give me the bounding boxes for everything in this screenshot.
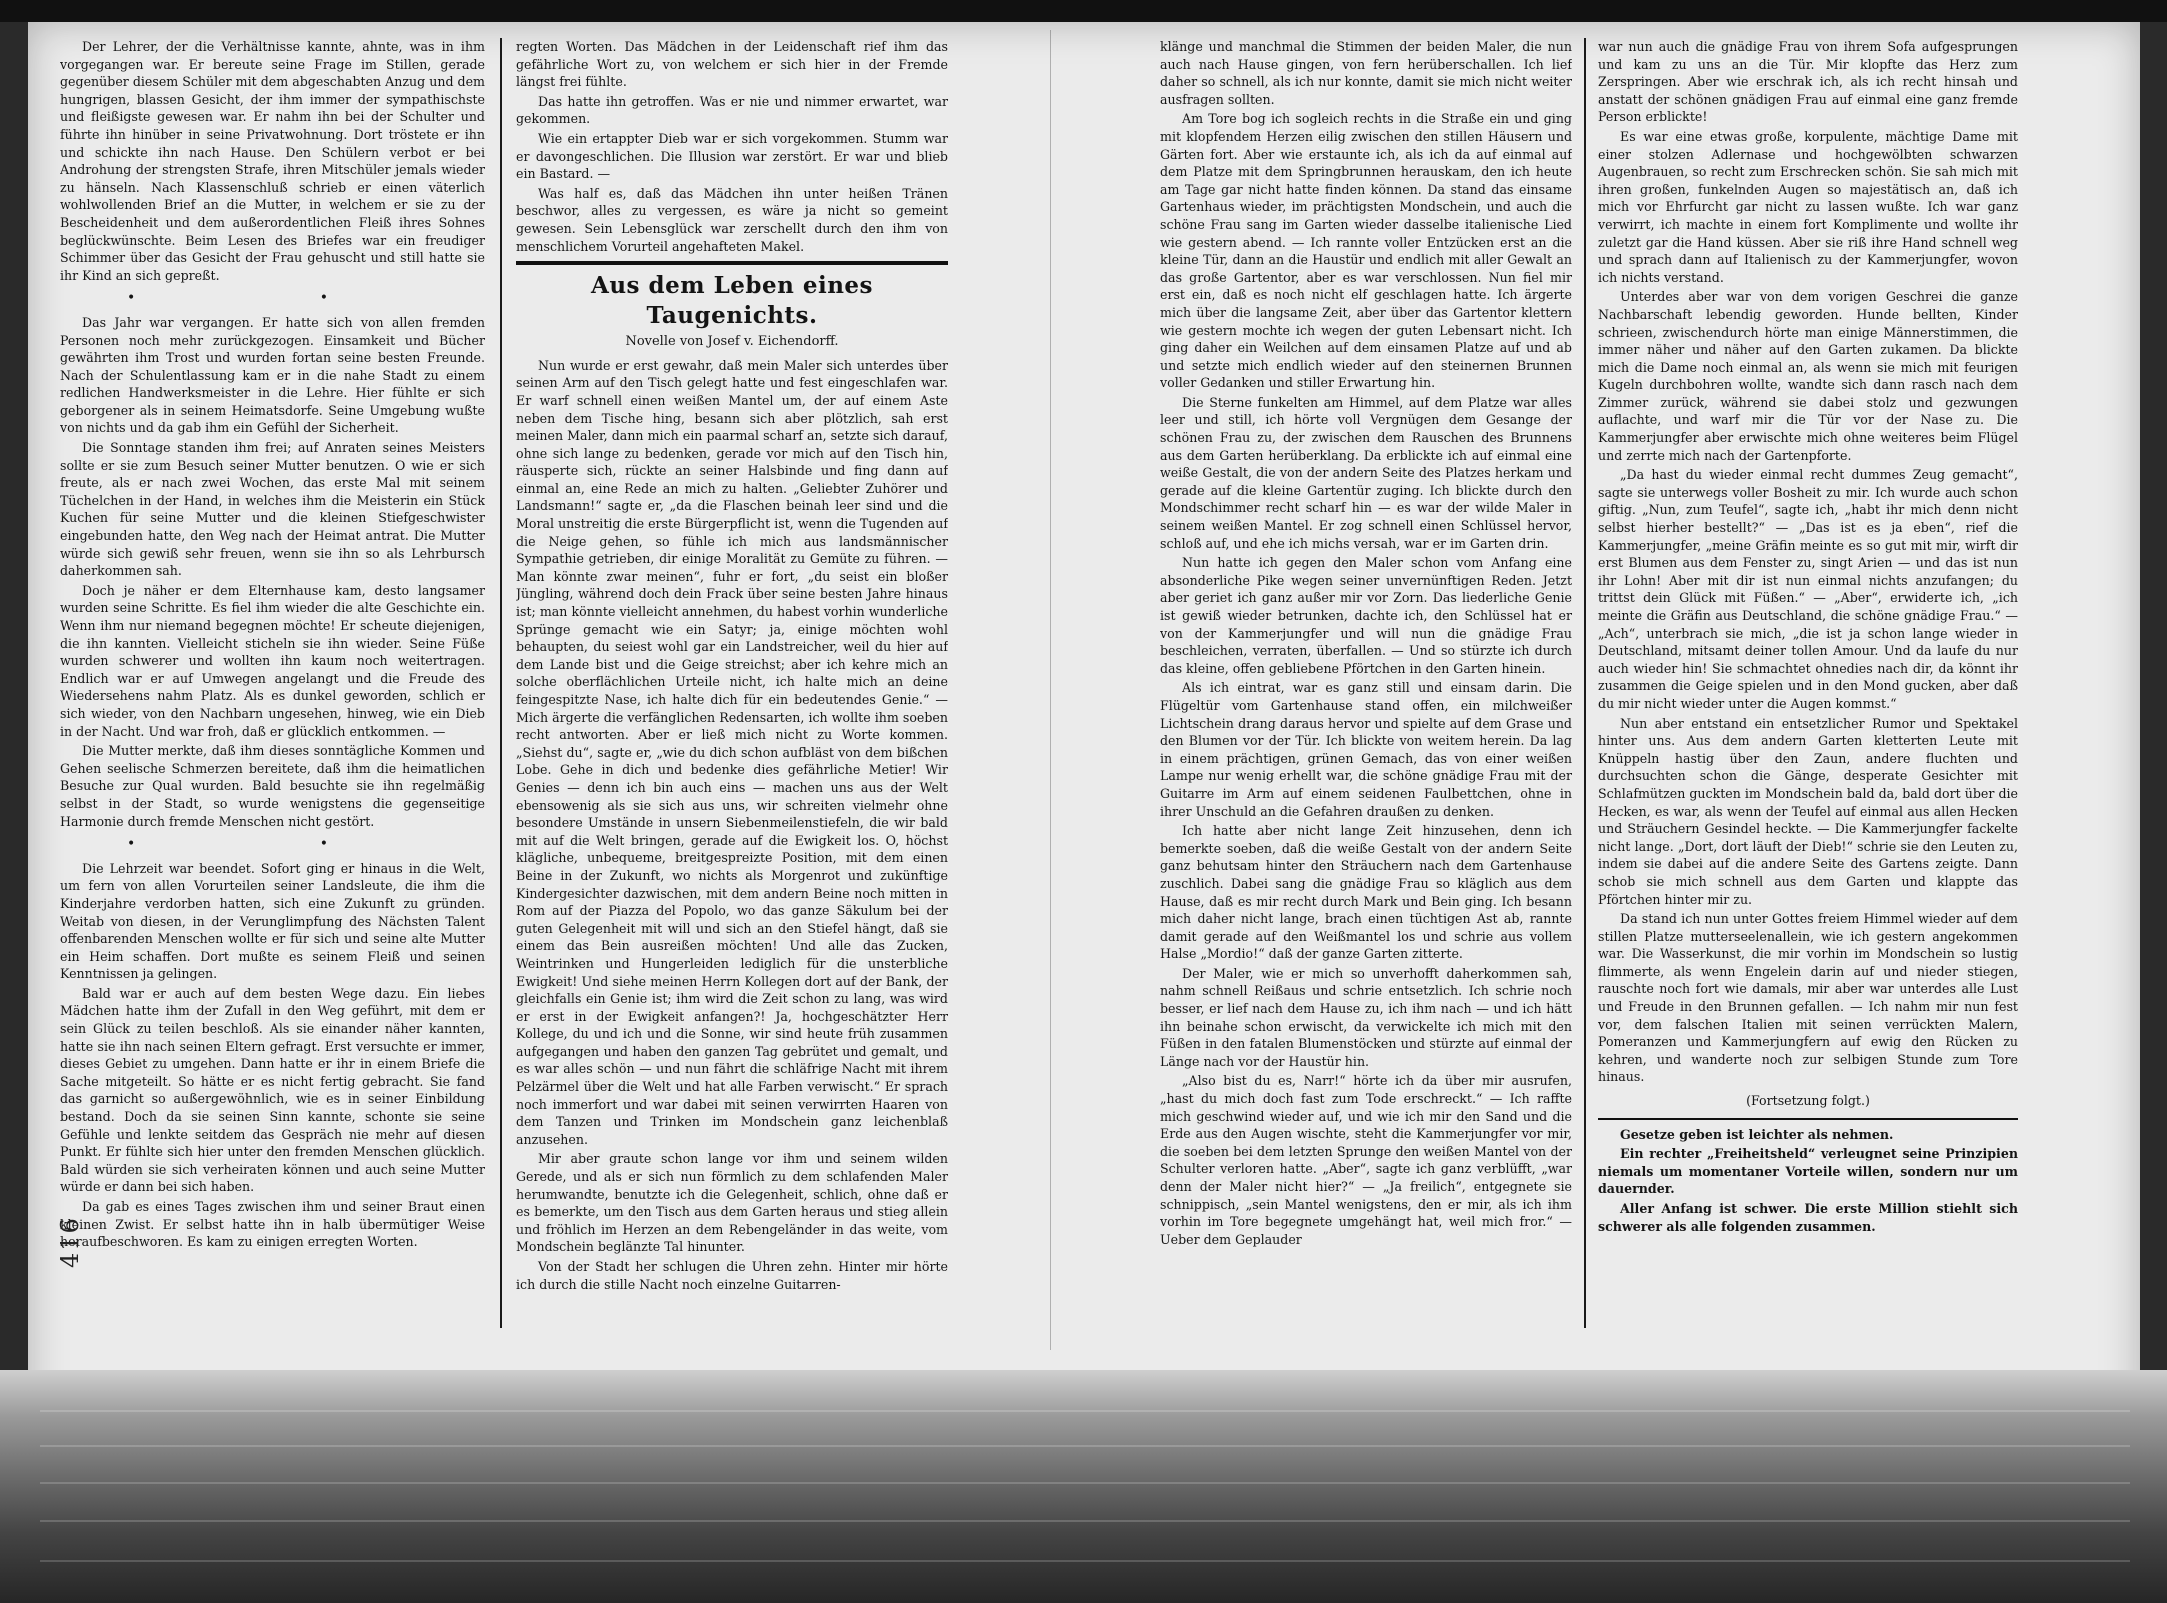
paragraph: Wie ein ertappter Dieb war er sich vorgekommen. Stumm war er davongeschlichen. Die Illusion war zerstört. Er war und blieb ein Bastard. — [516, 130, 948, 182]
heading-rule [1598, 1118, 2018, 1120]
section-separator: • • [127, 836, 418, 853]
paragraph: Das Jahr war vergangen. Er hatte sich von allen fremden Personen noch mehr zurückgezogen. Einsamkeit und Bücher gewährten ihm Trost und wurden fortan seine besten Freunde. Nach der Schulentlassung kam er in die nahe Stadt zu einem redlichen Handwerksmeister in die Lehre. Hier fühlte er sich geborgener als in seinem Heimatsdorfe. Seine Umgebung wußte von nichts und da gab ihm ein Gefühl der Sicherheit. [60, 314, 485, 436]
paragraph: Der Maler, wie er mich so unverhofft daherkommen sah, nahm schnell Reißaus und schrie entsetzlich. Ich schrie noch besser, er lief nach dem Hause zu, ich ihm nach — und ich hätt ihn beinahe schon erwischt, da verwickelte ich mich mit den Füßen in den fatalen Blumenstöcken und stürzte auf einmal der Länge nach vor der Haustür hin. [1160, 965, 1572, 1069]
paragraph: Als ich eintrat, war es ganz still und einsam darin. Die Flügeltür vom Gartenhause stand offen, ein milchweißer Lichtschein drang daraus hervor und spielte auf dem Grase und den Blumen vor der Tür. Ich blickte von weitem herein. Da lag in einem prächtigen, grünen Gemach, das von einer weißen Lampe nur wenig erhellt war, die schöne gnädige Frau mit der Guitarre im Arm auf einem seidenen Faulbettchen, ohne in ihrer Unschuld an die Gefahren draußen zu denken. [1160, 680, 1572, 819]
column-4 [1598, 38, 2018, 1338]
paragraph: Doch je näher er dem Elternhause kam, desto langsamer wurden seine Schritte. Es fiel ihm wieder die alte Geschichte ein. Wenn ihm nur niemand begegnen möchte! Er scheute diejenigen, die ihn kannten. Vielleicht sticheln sie ihn wieder. Seine Füße wurden schwerer und wollten ihn kaum noch weitertragen. Endlich war er auf Umwegen angelangt und die Freude des Wiedersehens nahm Platz. Als es dunkel geworden, schlich er sich wieder, von den Nachbarn ungesehen, hinweg, wie ein Dieb in der Nacht. Und war froh, daß er glücklich entkommen. — [60, 582, 485, 739]
scan-stripe [40, 1520, 2130, 1522]
scan-stripe [40, 1560, 2130, 1562]
scanner-bed [0, 1370, 2167, 1603]
paragraph: Mir aber graute schon lange vor ihm und seinem wilden Gerede, und als er sich nun förmlich zu dem schlafenden Maler herumwandte, benutzte ich die Gelegenheit, schlich, ohne daß er es bemerkte, um den Tisch aus dem Garten heraus und stieg allein und fröhlich im Herzen an dem Rebengeländer in das weite, vom Mondschein beglänzte Tal hinunter. [516, 1151, 948, 1255]
paragraph: „Also bist du es, Narr!“ hörte ich da über mir ausrufen, „hast du mich doch fast zum Tode erschreckt.“ — Ich raffte mich geschwind wieder auf, und wie ich mir den Sand und die Erde aus den Augen wischte, steht die Kammerjungfer vor mir, die soeben bei dem letzten Sprunge den weißen Mantel von der Schulter verloren hatte. „Aber“, sagte ich ganz verblüfft, „war denn der Maler nicht hier?“ — „Ja freilich“, entgegnete sie schnippisch, „sein Mantel wenigstens, den er mir, als ich ihm vorhin im Tore begegnete umgehängt hat, weil mich fror.“ — Ueber dem Geplauder [1160, 1073, 1572, 1247]
paragraph: „Da hast du wieder einmal recht dummes Zeug gemacht“, sagte sie unterwegs voller Bosheit zu mir. Ich wurde auch schon giftig. „Nun, zum Teufel“, sagte ich, „habt ihr mich denn nicht selbst hierher bestellt?“ — „Das ist es ja eben“, rief die Kammerjungfer, „meine Gräfin meinte es so gut mit mir, wirft dir erst Blumen aus dem Fenster zu, singt Arien — und das ist nun ihr Lohn! Aber mit dir ist nun einmal nichts anzufangen; du trittst dein Glück mit Füßen.“ — „Aber“, erwiderte ich, „ich meinte die Gräfin aus Deutschland, die schöne gnädige Frau.“ — „Ach“, unterbrach sie mich, „die ist ja schon lange wieder in Deutschland, mitsamt deiner tollen Amour. Und da laufe du nur auch wieder hin! Sie schmachtet ohnedies nach dir, da könnt ihr zusammen die Geige spielen und in den Mond gucken, aber daß du mir nicht wieder unter die Augen kommst.“ [1598, 467, 2018, 711]
scan-stripe [40, 1410, 2130, 1412]
paragraph: Nun hatte ich gegen den Maler schon vom Anfang eine absonderliche Pike wegen seiner unvernünftigen Reden. Jetzt aber geriet ich ganz außer mir vor Zorn. Das liederliche Genie ist gewiß wieder betrunken, dachte ich, den Schlüssel hat er von der Kammerjungfer und will nun die gnädige Frau beschleichen, verraten, überfallen. — Und so stürzte ich durch das kleine, offen gebliebene Pförtchen in den Garten hinein. [1160, 555, 1572, 676]
aphorism: Aller Anfang ist schwer. Die erste Million stiehlt sich schwerer als alle folgenden zusammen. [1598, 1201, 2018, 1234]
column-rule [1584, 38, 1586, 1328]
paragraph: Da stand ich nun unter Gottes freiem Himmel wieder auf dem stillen Platze mutterseelenallein, wie ich gestern angekommen war. Die Wasserkunst, die mir vorhin im Mondschein so lustig flimmerte, als wenn Engelein darin auf und nieder stiegen, rauschte noch fort wie damals, mir aber war unterdes alle Lust und Freude in den Brunnen gefallen. — Ich nahm mir nun fest vor, dem falschen Italien mit seinen verrückten Malern, Pomeranzen und Kammerjungfern auf ewig den Rücken zu kehren, und wanderte noch zur selbigen Stunde zum Tore hinaus. [1598, 911, 2018, 1085]
paragraph: klänge und manchmal die Stimmen der beiden Maler, die nun auch nach Hause gingen, von fern herüberschallen. Ich lief daher so schnell, als ich nur konnte, damit sie mich nicht weiter ausfragen sollten. [1160, 39, 1572, 107]
paragraph: Die Lehrzeit war beendet. Sofort ging er hinaus in die Welt, um fern von allen Vorurteilen seiner Landsleute, die ihm die Kinderjahre verdorben hatten, sich eine Zukunft zu gründen. Weitab von diesen, in der Verunglimpfung des Nächsten Talent offenbarenden Menschen wollte er für sich und seine alte Mutter ein Heim schaffen. Dort mußte es seinem Fleiß und seinen Kenntnissen ja gelingen. [60, 860, 485, 982]
paragraph: Die Mutter merkte, daß ihm dieses sonntägliche Kommen und Gehen seelische Schmerzen bereitete, daß ihm die heimatlichen Besuche zur Qual wurden. Bald besuchte sie ihn regelmäßig selbst in der Stadt, so wurde wenigstens die gegenseitige Harmonie durch fremde Menschen nicht gestört. [60, 743, 485, 829]
column-2 [516, 38, 948, 1338]
column-3 [1160, 38, 1572, 1338]
paragraph: Nun wurde er erst gewahr, daß mein Maler sich unterdes über seinen Arm auf den Tisch gelegt hatte und fest eingeschlafen war. Er warf schnell einen weißen Mantel um, der auf einem Aste neben dem Tische hing, besann sich aber plötzlich, sah erst meinen Maler, dann mich ein paarmal scharf an, setzte sich darauf, ohne sich lange zu bedenken, gerade vor mich auf den Tisch hin, räusperte sich, rückte an seiner Halsbinde und fing dann auf einmal an, eine Rede an mich zu halten. „Geliebter Zuhörer und Landsmann!“ sagte er, „da die Flaschen beinah leer sind und die Moral unstreitig die erste Bürgerpflicht ist, wenn die Tugenden auf die Neige gehen, so fühle ich mich aus landsmännischer Sympathie getrieben, dir einige Moralität zu Gemüte zu führen. — Man könnte zwar meinen“, fuhr er fort, „du seist ein bloßer Jüngling, während doch dein Frack über seine besten Jahre hinaus ist; man könnte vielleicht annehmen, du habest vorhin wunderliche Sprünge gemacht wie ein Satyr; ja, einige möchten wohl behaupten, du seiest wohl gar ein Landstreicher, weil du hier auf dem Lande bist und die Geige streichst; aber ich kehre mich an solche oberflächlichen Urteile nicht, ich halte mich an deine feingespitzte Nase, ich halte dich für ein bedeutendes Genie.“ — Mich ärgerte die verfänglichen Redensarten, ich wollte ihm soeben recht antworten. Aber er ließ mich nicht zu Worte kommen. „Siehst du“, sagte er, „wie du dich schon aufbläst von dem bißchen Lobe. Gehe in dich und bedenke dies gefährliche Metier! Wir Genies — denn ich bin auch eins — machen uns aus der Welt ebensowenig als sie sich aus uns, wir schreiten vielmehr ohne besondere Umstände in unsern Siebenmeilenstiefeln, die wir bald mit auf die Welt bringen, gerade auf die Ewigkeit los. O, höchst klägliche, unbequeme, breitgespreizte Position, mit dem einen Beine in der Zukunft, wo nichts als Morgenrot und zukünftige Kindergesichter dazwischen, mit dem andern Beine noch mitten in Rom auf der Piazza del Popolo, wo das ganze Säkulum bei der guten Gelegenheit mit will und sich an den Stiefel hängt, daß sie einem das Bein ausreißen möchten! Und alle das Zucken, Weintrinken und Hungerleiden lediglich für die unsterbliche Ewigkeit! Und siehe meinen Herrn Kollegen dort auf der Bank, der gleichfalls ein Genie ist; ihm wird die Zeit schon zu lang, was wird er erst in der Ewigkeit anfangen?! Ja, hochgeschätzter Herr Kollege, du und ich und die Sonne, wir sind heute früh zusammen aufgegangen und haben den ganzen Tag gebrütet und gemalt, und es war alles schön — und nun fährt die schläfrige Nacht mit ihrem Pelzärmel über die Welt und hat alle Farben verwischt.“ Er sprach noch immerfort und war dabei mit seinen verwirrten Haaren von dem Tanzen und Trinken im Mondschein ganz leichenblaß anzusehen. [516, 357, 948, 1147]
story-title: Aus dem Leben eines Taugenichts. [590, 272, 873, 330]
page-number: 416 [56, 1216, 84, 1268]
paragraph: Ich hatte aber nicht lange Zeit hinzusehen, denn ich bemerkte soeben, daß die weiße Gestalt von der andern Seite ganz behutsam hinter den Sträuchern nach dem Gartenhause zuschlich. Dabei sang die gnädige Frau so kläglich aus dem Hause, daß es mir recht durch Mark und Bein ging. Ich besann mich daher nicht lange, brach einen tüchtigen Ast ab, rannte damit gerade auf den Weißmantel los und schrie aus vollem Halse „Mordio!“ daß der ganze Garten zitterte. [1160, 823, 1572, 962]
paragraph: Nun aber entstand ein entsetzlicher Rumor und Spektakel hinter uns. Aus dem andern Garten kletterten Leute mit Knüppeln hastig über den Zaun, andere fluchten und durchsuchten schon die Gänge, desperate Gesichter mit Schlafmützen guckten im Mondschein bald da, bald dort über die Hecken, es war, als wenn der Teufel auf einmal aus allen Hecken und Sträuchern Gesindel heckte. — Die Kammerjungfer fackelte nicht lange. „Dort, dort läuft der Dieb!“ schrie sie den Leuten zu, indem sie dabei auf die andere Seite des Gartens zeigte. Dann schob sie mich schnell aus dem Garten und klappte das Pförtchen hinter mir zu. [1598, 715, 2018, 907]
paragraph: Von der Stadt her schlugen die Uhren zehn. Hinter mir hörte ich durch die stille Nacht noch einzelne Guitarren- [516, 1259, 948, 1292]
scan-stripe [40, 1445, 2130, 1447]
paragraph: Da gab es eines Tages zwischen ihm und seiner Braut einen kleinen Zwist. Er selbst hatte ihn in halb übermütiger Weise heraufbeschworen. Es kam zu einigen erregten Worten. [60, 1199, 485, 1250]
right-page [1160, 38, 2020, 1338]
paragraph: Es war eine etwas große, korpulente, mächtige Dame mit einer stolzen Adlernase und hochgewölbten schwarzen Augenbrauen, so recht zum Erschrecken schön. Sie sah mich mit ihren großen, funkelnden Augen so majestätisch an, daß ich mich vor Ehrfurcht gar nicht zu lassen wußte. Ich war ganz verwirrt, ich machte in einem fort Komplimente und wollte ihr zuletzt gar die Hand küssen. Aber sie riß ihre Hand schnell weg und sprach dann auf Italienisch zu der Kammerjungfer, wovon ich nichts verstand. [1598, 128, 2018, 285]
column-rule [500, 38, 502, 1328]
story-subtitle: Novelle von Josef v. Eichendorff. [625, 334, 839, 350]
paragraph: Am Tore bog ich sogleich rechts in die Straße ein und ging mit klopfendem Herzen eilig zwischen den stillen Häusern und Gärten fort. Aber wie erstaunte ich, als ich da auf einmal auf dem Platze mit dem Springbrunnen herauskam, den ich heute am Tage gar nicht hatte finden können. Da stand das einsame Gartenhaus wieder, im prächtigsten Mondschein, und auch die schöne Frau sang im Garten wieder dasselbe italienische Lied wie gestern abend. — Ich rannte voller Entzücken erst an die kleine Tür, dann an die Haustür und endlich mit aller Gewalt an das große Gartentor, aber es war verschlossen. Nun fiel mir erst ein, daß es noch nicht elf geschlagen hatte. Ich ärgerte mich über die langsame Zeit, aber über das Gartentor klettern wie gestern mochte ich wegen der guten Lebensart nicht. Ich ging daher ein Weilchen auf dem einsamen Platze auf und ab und setzte mich endlich wieder auf den steinernen Brunnen voller Gedanken und stiller Erwartung hin. [1160, 111, 1572, 391]
paragraph: Das hatte ihn getroffen. Was er nie und nimmer erwartet, war gekommen. [516, 93, 948, 127]
paragraph: regten Worten. Das Mädchen in der Leidenschaft rief ihm das gefährliche Wort zu, von welchem er sich hier in der Fremde längst frei fühlte. [516, 39, 948, 90]
heading-rule [516, 261, 948, 265]
paragraph: Der Lehrer, der die Verhältnisse kannte, ahnte, was in ihm vorgegangen war. Er bereute seine Frage im Stillen, gerade gegenüber diesem Schüler mit dem abgeschabten Anzug und dem hungrigen, blassen Gesicht, der ihm immer der sympathischste und fleißigste gewesen war. Er nahm ihn bei der Schulter und führte ihn hinüber in seine Privatwohnung. Dort tröstete er ihn und schickte ihn nach Hause. Den Schülern verbot er bei Androhung der strengsten Strafe, ihren Mitschüler jemals wieder zu hänseln. Nach Klassenschluß schrieb er einen väterlich wohlwollenden Brief an die Mutter, in welchem er sie zu der Bescheidenheit und dem außerordentlichen Fleiß ihres Sohnes beglückwünschte. Beim Lesen des Briefes war ein freudiger Schimmer über das Gesicht der Frau gehuscht und still hatte sie ihr Kind an sich gepreßt. [60, 39, 485, 283]
paragraph: Unterdes aber war von dem vorigen Geschrei die ganze Nachbarschaft lebendig geworden. Hunde bellten, Kinder schrieen, zwischendurch hörte man einige Männerstimmen, die immer näher und näher auf den Garten zukamen. Da blickte mich die Dame noch einmal an, als wenn sie mich mit feurigen Kugeln durchbohren wollte, wandte sich dann rasch nach dem Zimmer zurück, während sie dabei stolz und gezwungen auflachte, und warf mir die Tür vor der Nase zu. Die Kammerjungfer aber erwischte mich ohne weiteres beim Flügel und zerrte mich nach der Gartenpforte. [1598, 289, 2018, 463]
paragraph: Die Sterne funkelten am Himmel, auf dem Platze war alles leer und still, ich hörte voll Vergnügen dem Gesange der schönen Frau zu, der zwischen dem Rauschen des Brunnens aus dem Garten herüberklang. Da erblickte ich auf einmal eine weiße Gestalt, die von der andern Seite des Platzes herkam und gerade auf die kleine Gartentür zuging. Ich blickte durch den Mondschimmer recht scharf hin — es war der wilde Maler in seinem weißen Mantel. Er zog schnell einen Schlüssel hervor, schloß auf, und ehe ich michs versah, war er im Garten drin. [1160, 394, 1572, 551]
scanner-top-edge [0, 0, 2167, 22]
section-separator: • • [127, 290, 418, 307]
paragraph: Was half es, daß das Mädchen ihn unter heißen Tränen beschwor, alles zu vergessen, es wäre ja nicht so gemeint gewesen. Sein Lebensglück war zerschellt durch den ihm von menschlichem Vorurteil angehafteten Makel. [516, 185, 948, 254]
aphorism: Gesetze geben ist leichter als nehmen. [1620, 1126, 1894, 1142]
paragraph: Bald war er auch auf dem besten Wege dazu. Ein liebes Mädchen hatte ihm der Zufall in den Weg geführt, mit dem er sein Glück zu teilen beschloß. Als sie einander näher kannten, hatte sie ihn nach seinen Eltern gefragt. Erst versuchte er immer, dieses Gebiet zu umgehen. Dann hatte er ihr in einem Briefe die Sache mitgeteilt. So hätte er es nicht fertig gebracht. Sie fand das garnicht so außergewöhnlich, wie es in seiner Einbildung bestand. Doch da sie seinen Sinn kannte, schonte sie seine Gefühle und lenkte seitdem das Gespräch nie mehr auf diesen Punkt. Er fühlte sich hier unter den fremden Menschen glücklich. Bald würden sie sich verheiraten können und auch seine Mutter würde er dann bei sich haben. [60, 985, 485, 1195]
paragraph: war nun auch die gnädige Frau von ihrem Sofa aufgesprungen und kam zu uns an die Tür. Mir klopfte das Herz zum Zerspringen. Aber wie erschrak ich, als ich recht hinsah und anstatt der schönen gnädigen Frau auf einmal eine ganz fremde Person erblickte! [1598, 39, 2018, 125]
page-gutter [1050, 30, 1051, 1350]
paragraph: Die Sonntage standen ihm frei; auf Anraten seines Meisters sollte er sie zum Besuch seiner Mutter benutzen. O wie er sich freute, als er nach zwei Wochen, das erste Mal mit seinem Tüchelchen in der Hand, in welches ihm die Meisterin ein Stück Kuchen für seine Mutter und die kleinen Stiefgeschwister eingebunden hatte, den Weg nach der Heimat antrat. Die Mutter würde sich gewiß sehr freuen, wenn sie ihn so als Lehrbursch daherkommen sah. [60, 440, 485, 579]
aphorism: Ein rechter „Freiheitsheld“ verleugnet seine Prinzipien niemals um momentaner Vorteile willen, sondern nur um dauernder. [1598, 1146, 2018, 1197]
column-1 [60, 38, 485, 1338]
left-page [60, 38, 950, 1338]
continuation-note: (Fortsetzung folgt.) [1746, 1093, 1870, 1109]
scan-stripe [40, 1482, 2130, 1484]
